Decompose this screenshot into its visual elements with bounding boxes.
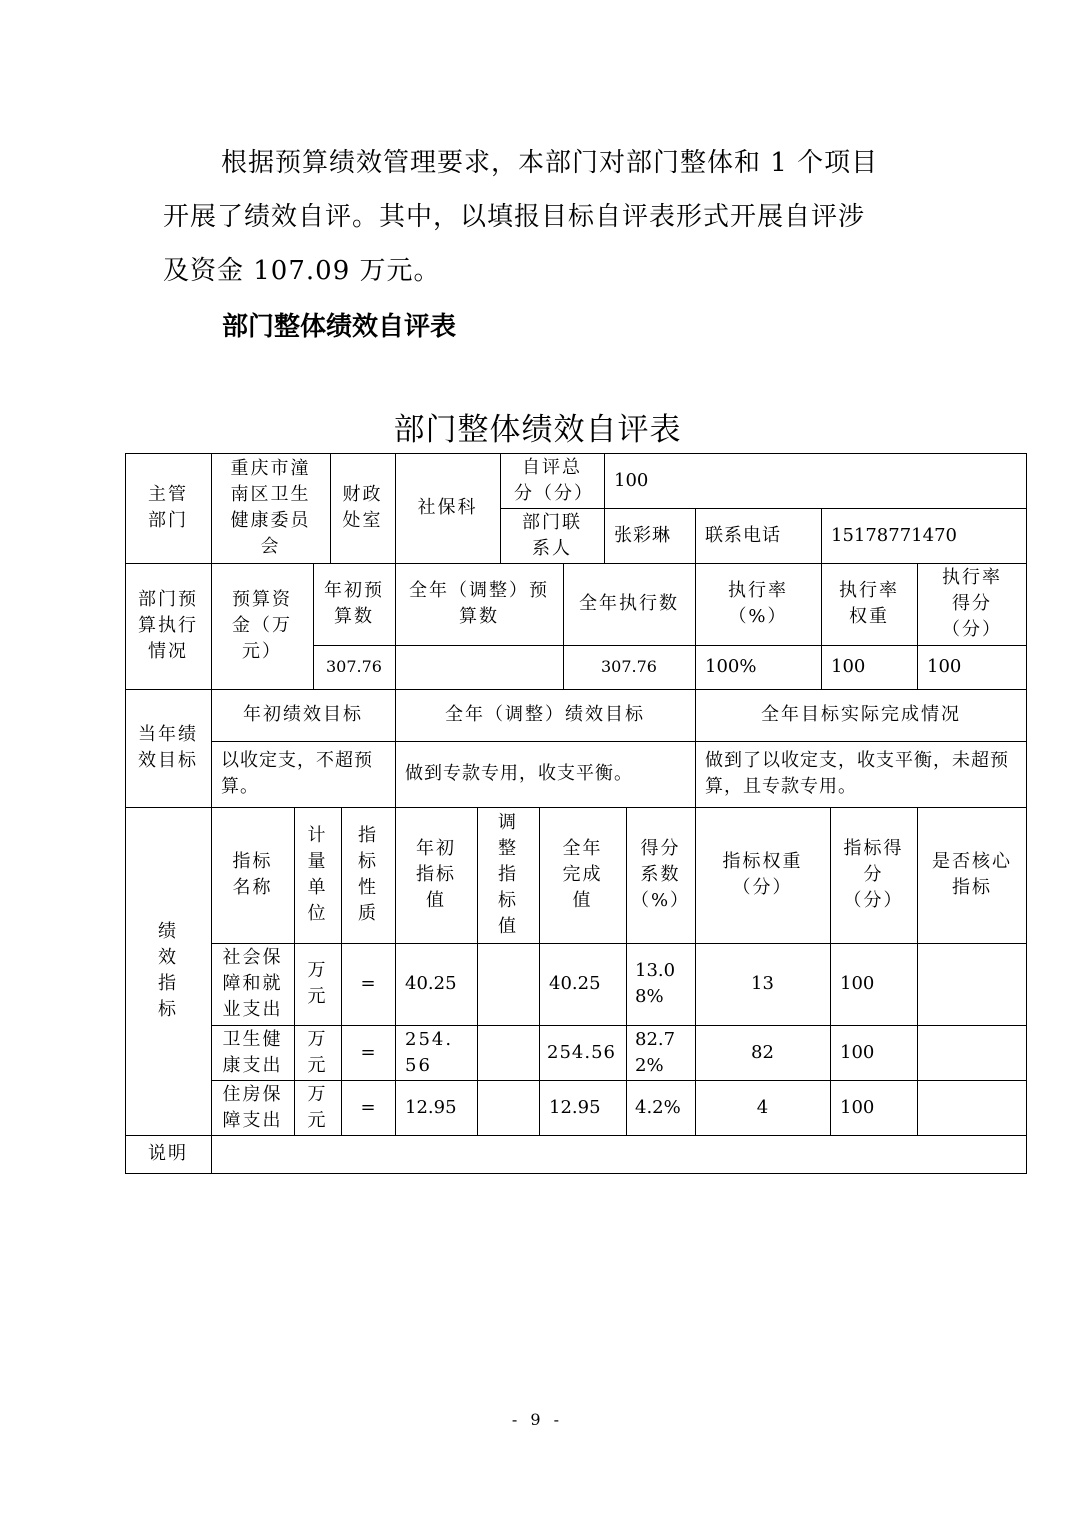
dept-label: 主管部门: [148, 484, 188, 531]
self-score-value: 100: [614, 469, 649, 491]
notes-label: 说明: [148, 1143, 188, 1164]
indicators-label: 绩效指标: [158, 921, 178, 1020]
indicator-completed-header: 全年完成值: [562, 838, 603, 911]
execution-weight-value: 100: [831, 656, 866, 677]
phone-label: 联系电话: [705, 524, 781, 546]
initial-budget-label: 年初预算数: [324, 580, 384, 627]
actual-goal-header: 全年目标实际完成情况: [761, 704, 961, 725]
goals-label: 当年绩效目标: [138, 724, 198, 771]
execution-score-label: 执行率得分（分）: [942, 567, 1002, 640]
adjusted-budget-value: [395, 645, 563, 689]
indicator-core: [917, 1080, 1027, 1135]
indicator-initial: 254.56: [405, 1028, 454, 1076]
indicator-name-header: 指标名称: [232, 851, 273, 898]
dept-value: 重庆市潼南区卫生健康委员会: [230, 458, 311, 557]
indicator-coef: 13.08%: [635, 960, 676, 1007]
phone-value: 15178771470: [831, 524, 957, 546]
intro-line-3: 及资金 107.09 万元。: [163, 256, 441, 286]
indicator-score: 100: [840, 1041, 875, 1063]
execution-rate-label: 执行率（%）: [728, 580, 788, 627]
initial-goal-header: 年初绩效目标: [243, 704, 363, 725]
intro-line-2: 开展了绩效自评。其中，以填报目标自评表形式开展自评涉: [163, 202, 866, 232]
indicator-core-header: 是否核心指标: [932, 851, 1012, 898]
initial-goal-text: 以收定支，不超预算。: [221, 750, 373, 797]
indicator-weight: 4: [756, 1096, 769, 1118]
indicator-completed: 12.95: [549, 1096, 601, 1118]
contact-value: 张彩琳: [614, 524, 671, 546]
indicator-adjusted: [477, 1025, 539, 1080]
indicator-weight: 82: [751, 1041, 774, 1063]
indicator-coef: 4.2%: [635, 1096, 681, 1118]
indicator-score: 100: [840, 1096, 875, 1118]
performance-table: [125, 453, 1027, 1174]
executed-budget-value: 307.76: [601, 657, 657, 676]
page-number: - 9 -: [511, 1410, 564, 1429]
indicator-nature: =: [360, 973, 376, 994]
indicator-core: [917, 943, 1027, 1025]
adjusted-budget-label: 全年（调整）预算数: [409, 580, 549, 627]
indicator-name: 社会保障和就业支出: [222, 947, 283, 1020]
actual-goal-text: 做到了以收定支，收支平衡，未超预算，且专款专用。: [705, 750, 1009, 797]
indicator-initial: 12.95: [405, 1096, 457, 1118]
indicator-unit: 万元: [307, 960, 328, 1007]
indicator-unit: 万元: [307, 1083, 328, 1131]
indicator-name: 住房保障支出: [222, 1083, 283, 1131]
indicator-adjusted: [477, 1080, 539, 1135]
indicator-core: [917, 1025, 1027, 1080]
budget-label: 部门预算执行情况: [138, 589, 198, 662]
indicator-adjusted-header: 调整指标值: [498, 812, 518, 937]
office-value: 社保科: [417, 497, 478, 518]
indicator-nature-header: 指标性质: [358, 825, 378, 924]
indicator-name: 卫生健康支出: [222, 1028, 283, 1076]
adjusted-goal-header: 全年（调整）绩效目标: [445, 704, 645, 725]
contact-label: 部门联系人: [522, 511, 582, 559]
indicator-score-header: 指标得分（分）: [843, 838, 904, 911]
indicator-weight: 13: [751, 973, 774, 994]
indicator-completed: 254.56: [547, 1041, 616, 1063]
indicator-unit: 万元: [307, 1028, 328, 1076]
self-score-label: 自评总分（分）: [514, 456, 594, 504]
indicator-adjusted: [477, 943, 539, 1025]
indicator-initial-header: 年初指标值: [416, 838, 456, 911]
table-title: 部门整体绩效自评表: [393, 412, 682, 448]
execution-weight-label: 执行率权重: [839, 580, 899, 627]
execution-score-value: 100: [927, 656, 962, 677]
intro-line-1: 根据预算绩效管理要求，本部门对部门整体和 1 个项目: [221, 148, 879, 178]
executed-budget-label: 全年执行数: [579, 593, 679, 614]
execution-rate-value: 100%: [705, 656, 757, 677]
indicator-coef-header: 得分系数（%）: [630, 838, 691, 911]
office-label: 财政处室: [342, 484, 383, 531]
indicator-initial: 40.25: [405, 973, 457, 994]
indicator-coef: 82.72%: [635, 1028, 676, 1076]
indicator-nature: =: [360, 1096, 376, 1118]
indicator-completed: 40.25: [549, 973, 601, 994]
indicator-nature: =: [360, 1041, 376, 1063]
budget-funds-label: 预算资金（万元）: [232, 589, 292, 662]
indicator-score: 100: [840, 973, 875, 994]
indicator-weight-header: 指标权重（分）: [722, 851, 803, 898]
indicator-unit-header: 计量单位: [307, 825, 328, 924]
section-heading: 部门整体绩效自评表: [222, 312, 457, 342]
adjusted-goal-text: 做到专款专用，收支平衡。: [405, 763, 633, 784]
initial-budget-value: 307.76: [326, 657, 382, 676]
notes-value: [211, 1135, 1027, 1173]
